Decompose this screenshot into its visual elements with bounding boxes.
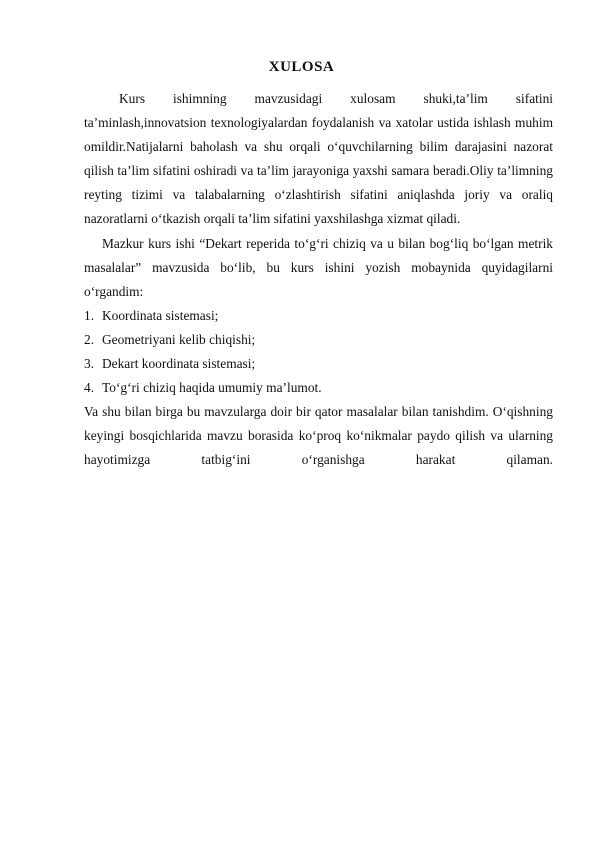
- document-body: [84, 87, 553, 473]
- list-item: [84, 328, 553, 352]
- list-item: [84, 304, 553, 328]
- list-item-number: 1.: [84, 307, 95, 323]
- list-item-text: Dekart koordinata sistemasi;: [102, 356, 256, 372]
- list-item-number: 3.: [84, 356, 95, 372]
- list-item-number: 2.: [84, 331, 95, 347]
- paragraph-conclusion: Kurs ishimning mavzusidagi xulosam shuki,ta’lim sifatini ta’minlash,innovatsion texnologiyalardan foydalanish va xatolar ustida ishlash muhim omildir.Natijalarni baholash va shu orqali o‘quvchilarning bilim darajasini nazorat qilish ta’lim sifatini oshiradi va ta’lim jarayoniga yaxshi samara beradi.Oliy ta’limning reyting tizimi va talabalarning o‘zlashtirish sifatini aniqlashda joriy va oraliq nazoratlarni o‘tkazish orqali ta’lim sifatini yaxshilashga xizmat qiladi.: [84, 91, 553, 227]
- list-item-text: To‘g‘ri chiziq haqida umumiy ma’lumot.: [102, 380, 322, 396]
- list-item: [84, 352, 553, 376]
- topics-list: [84, 304, 553, 400]
- list-item-text: Koordinata sistemasi;: [102, 307, 219, 323]
- list-item: [84, 376, 553, 400]
- list-item-text: Geometriyani kelib chiqishi;: [102, 331, 256, 347]
- page-title: XULOSA: [268, 59, 335, 75]
- paragraph-closing: Va shu bilan birga bu mavzularga doir bir qator masalalar bilan tanishdim. O‘qishning keyingi bosqichlarida mavzu borasida ko‘proq ko‘nikmalar paydo qilish va ularning hayotimizga tatbig‘ini o‘rganishga harakat qilaman.: [84, 404, 553, 468]
- paragraph-topic: Mazkur kurs ishi “Dekart reperida to‘g‘ri chiziq va u bilan bog‘liq bo‘lgan metrik masalalar” mavzusida bo‘lib, bu kurs ishini yozish mobaynida quyidagilarni o‘rgandim:: [84, 235, 553, 299]
- list-item-number: 4.: [84, 380, 95, 396]
